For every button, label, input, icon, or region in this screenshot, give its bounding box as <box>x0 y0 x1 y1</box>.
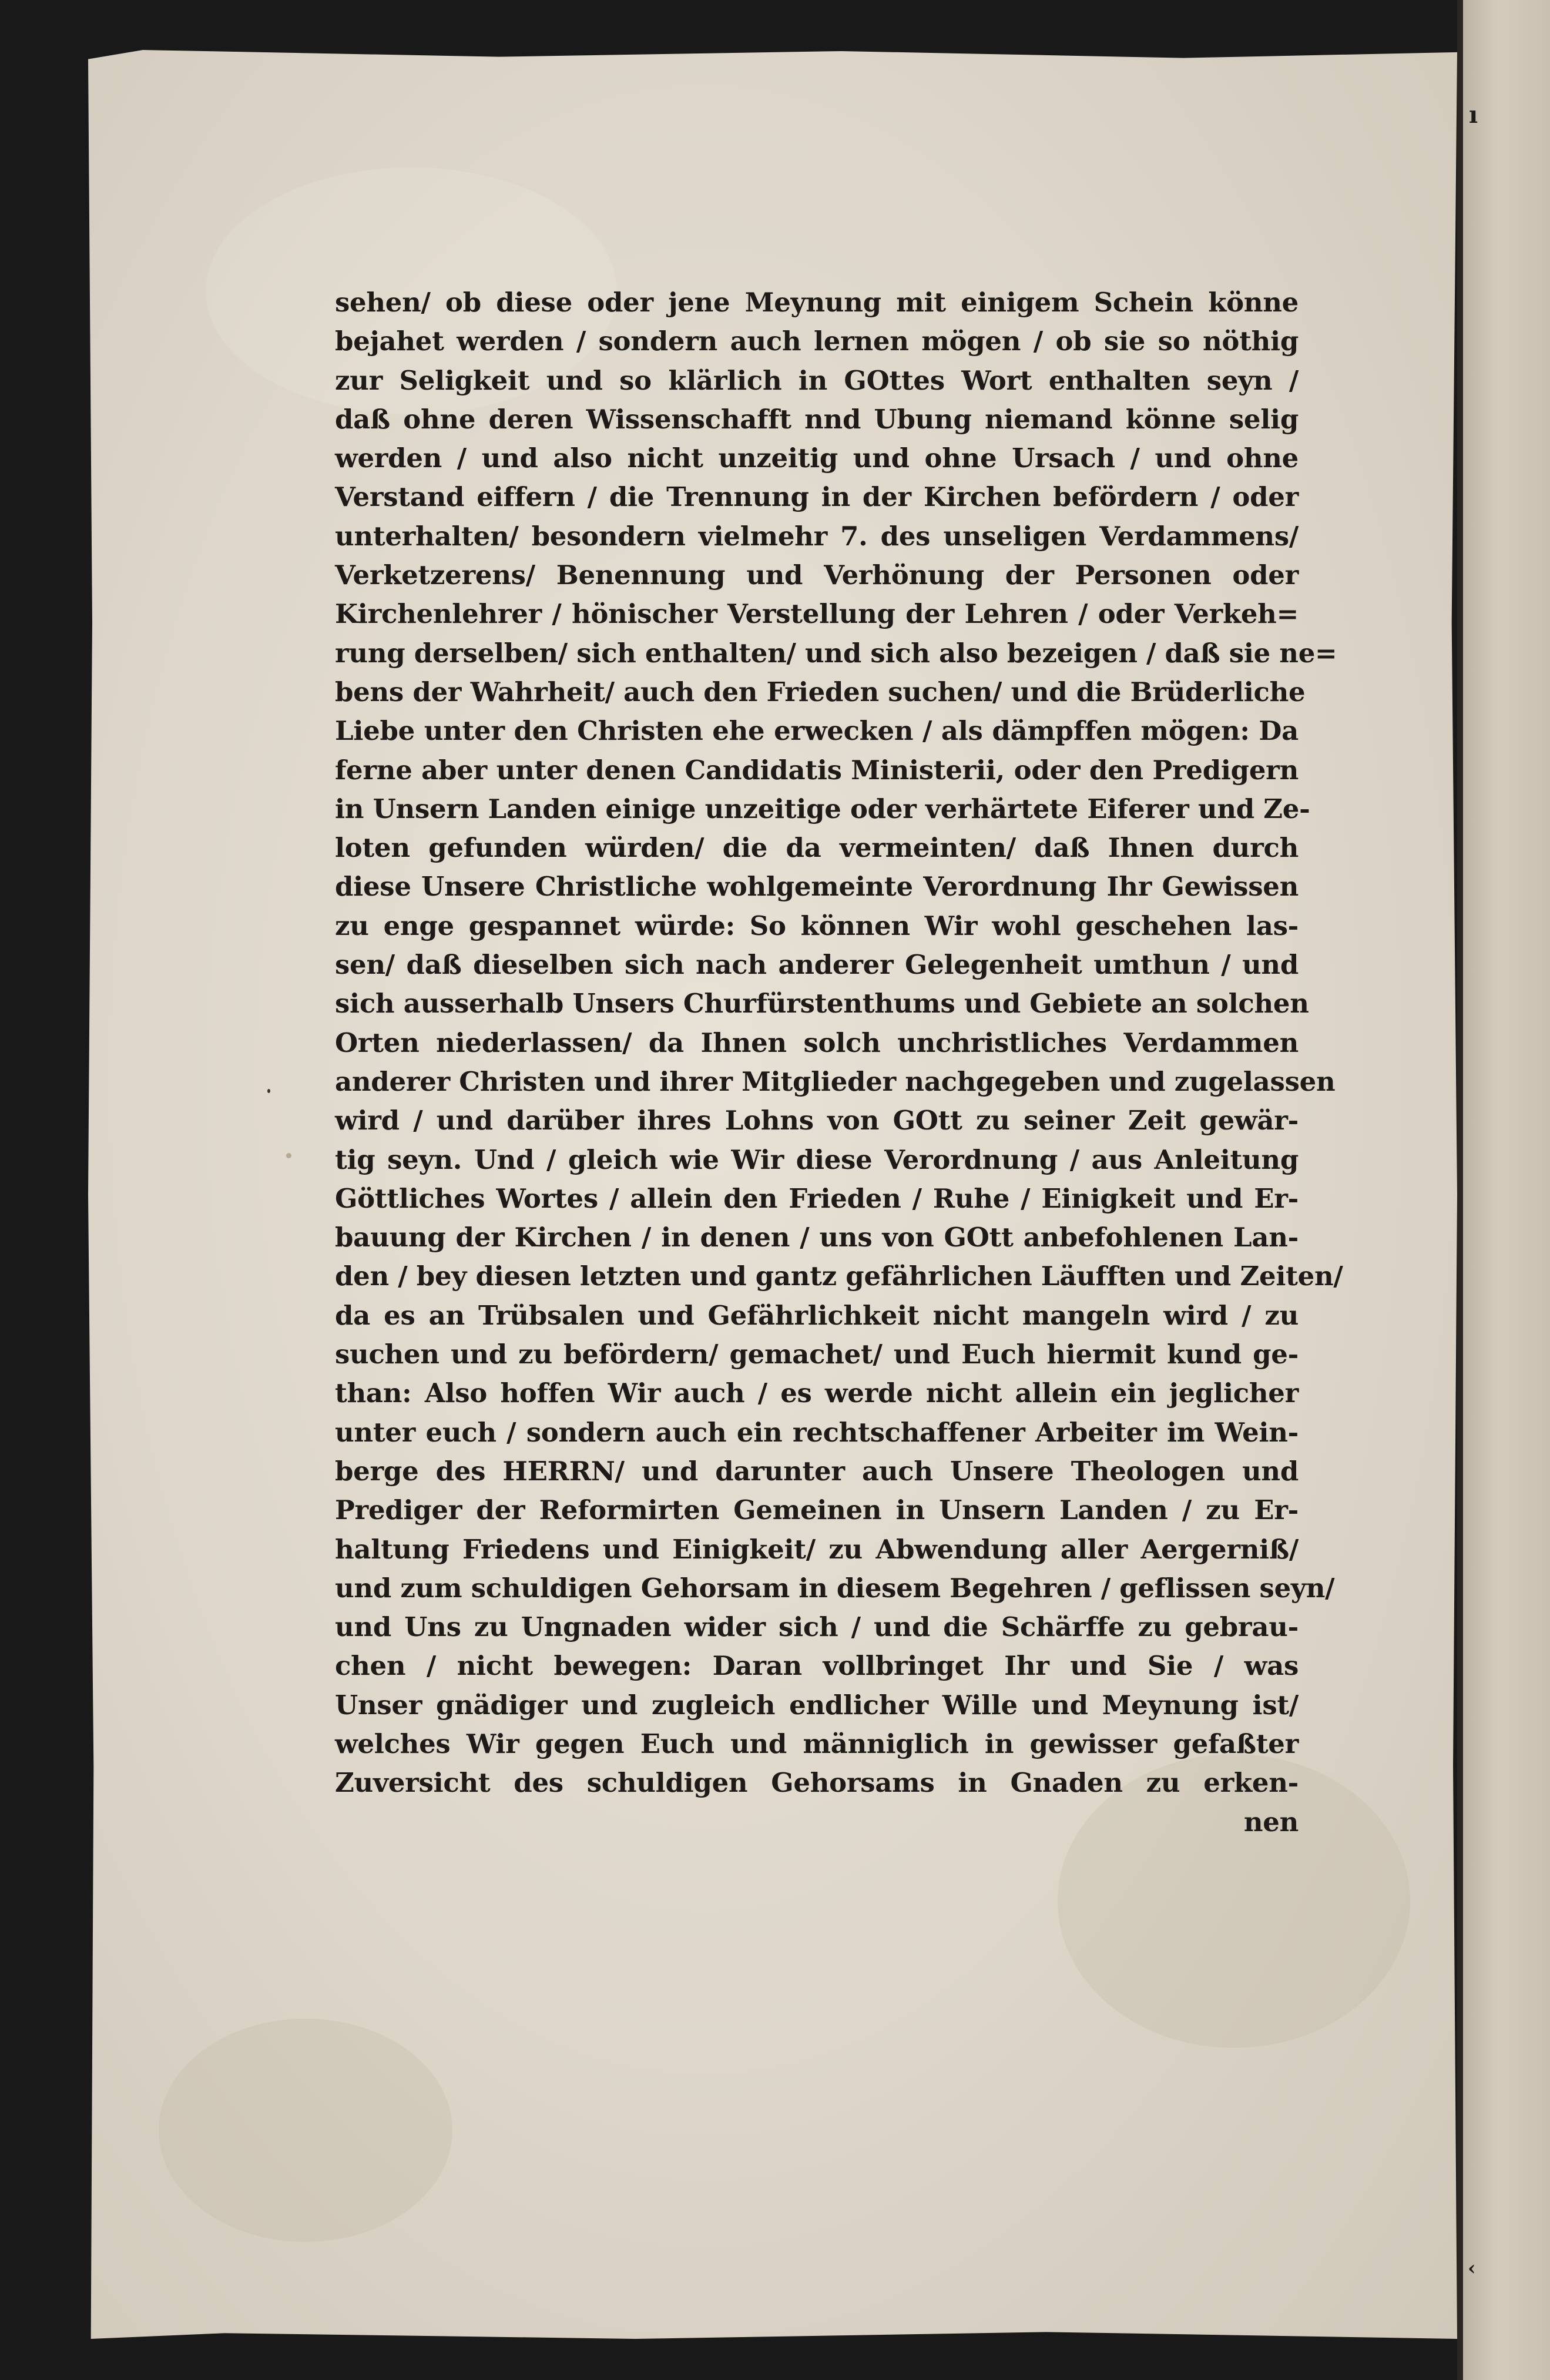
text-line: und zum schuldigen Gehorsam in diesem Begehren / geflissen seyn/ <box>335 1572 1335 1604</box>
text-line: bejahet werden / sondern auch lernen mögen / ob sie so nöthig <box>335 326 1299 357</box>
text-line: tig seyn. Und / gleich wie Wir diese Verordnung / aus Anleitung <box>335 1144 1299 1175</box>
text-line: ferne aber unter denen Candidatis Ministerii, oder den Predigern <box>335 754 1299 786</box>
text-line: daß ohne deren Wissenschafft nnd Ubung niemand könne selig <box>335 403 1299 435</box>
text-line: Göttliches Wortes / allein den Frieden / Ruhe / Einigkeit und Er- <box>335 1182 1299 1214</box>
text-line: bauung der Kirchen / in denen / uns von GOtt anbefohlenen Lan- <box>335 1222 1299 1253</box>
text-line: werden / und also nicht unzeitig und ohne Ursach / und ohne <box>335 443 1299 474</box>
text-line: sen/ daß dieselben sich nach anderer Gelegenheit umthun / und <box>335 949 1299 981</box>
text-line: und Uns zu Ungnaden wider sich / und die Schärffe zu gebrau- <box>335 1611 1299 1643</box>
text-line: zu enge gespannet würde: So können Wir wohl geschehen las- <box>335 910 1299 941</box>
text-line: chen / nicht bewegen: Daran vollbringet Ihr und Sie / was <box>335 1650 1299 1682</box>
text-line: Orten niederlassen/ da Ihnen solch unchristliches Verdammen <box>335 1027 1299 1058</box>
ink-speck <box>267 1089 270 1093</box>
text-line: Zuversicht des schuldigen Gehorsams in Gnaden zu erken- <box>335 1767 1299 1799</box>
text-line: unter euch / sondern auch ein rechtschaffener Arbeiter im Wein- <box>335 1416 1299 1448</box>
text-line: loten gefunden würden/ die da vermeinten/ daß Ihnen durch <box>335 832 1299 864</box>
text-line: berge des HERRN/ und darunter auch Unsere Theologen und <box>335 1455 1299 1487</box>
text-line: in Unsern Landen einige unzeitige oder verhärtete Eiferer und Ze- <box>335 793 1310 824</box>
text-line: da es an Trübsalen und Gefährlichkeit nicht mangeln wird / zu <box>335 1299 1299 1331</box>
text-line: welches Wir gegen Euch und männiglich in gewisser gefaßter <box>335 1728 1299 1759</box>
text-line: suchen und zu befördern/ gemachet/ und Euch hiermit kund ge- <box>335 1339 1299 1370</box>
text-line: Kirchenlehrer / hönischer Verstellung der Lehren / oder Verkeh= <box>335 598 1299 630</box>
text-line: haltung Friedens und Einigkeit/ zu Abwendung aller Aergerniß/ <box>335 1533 1299 1565</box>
text-line: bens der Wahrheit/ auch den Frieden suchen/ und die Brüderliche <box>335 676 1306 708</box>
edge-ink-mark: ‹ <box>1468 2257 1476 2280</box>
text-line: unterhalten/ besondern vielmehr 7. des unseligen Verdammens/ <box>335 520 1299 552</box>
edge-ink-mark: ı <box>1469 101 1478 129</box>
text-line: rung derselben/ sich enthalten/ und sich also bezeigen / daß sie ne= <box>335 637 1337 669</box>
page-body-text <box>335 283 1343 1842</box>
text-line: Verstand eiffern / die Trennung in der Kirchen befördern / oder <box>335 481 1299 513</box>
text-line: zur Seligkeit und so klärlich in GOttes Wort enthalten seyn / <box>335 364 1299 396</box>
paper-stain <box>159 2019 452 2242</box>
text-line: Verketzerens/ Benennung und Verhönung der Personen oder <box>335 559 1299 591</box>
catchword: nen <box>1243 1806 1299 1838</box>
text-line: anderer Christen und ihrer Mitglieder nachgegeben und zugelassen <box>335 1065 1336 1097</box>
text-line: sich ausserhalb Unsers Churfürstenthums und Gebiete an solchen <box>335 988 1309 1020</box>
paper-speck <box>286 1153 291 1158</box>
adjacent-page-edge <box>1463 0 1550 2380</box>
text-line: den / bey diesen letzten und gantz gefährlichen Läufften und Zeiten/ <box>335 1261 1343 1292</box>
text-line: sehen/ ob diese oder jene Meynung mit einigem Schein könne <box>335 287 1299 318</box>
text-line: Liebe unter den Christen ehe erwecken / als dämpffen mögen: Da <box>335 715 1299 747</box>
text-line: Unser gnädiger und zugleich endlicher Wille und Meynung ist/ <box>335 1689 1299 1721</box>
text-line: than: Also hoffen Wir auch / es werde nicht allein ein jeglicher <box>335 1377 1299 1409</box>
text-line: diese Unsere Christliche wohlgemeinte Verordnung Ihr Gewissen <box>335 871 1299 903</box>
text-line: Prediger der Reformirten Gemeinen in Unsern Landen / zu Er- <box>335 1494 1299 1526</box>
text-line: wird / und darüber ihres Lohns von GOtt zu seiner Zeit gewär- <box>335 1105 1299 1137</box>
